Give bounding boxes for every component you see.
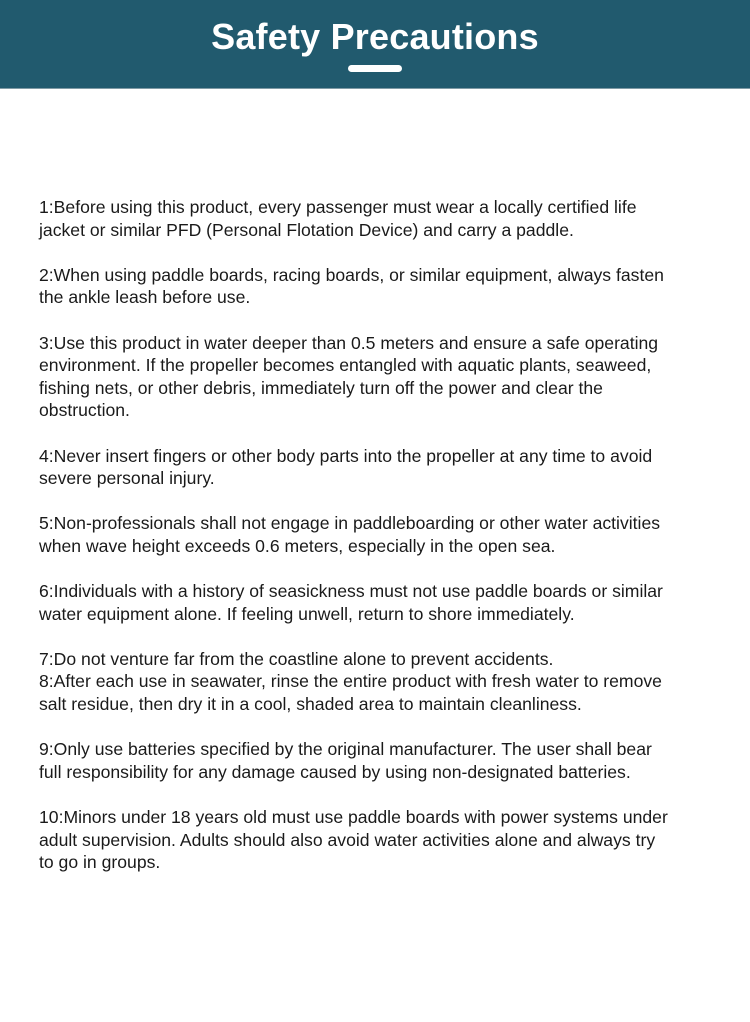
precaution-item-6: 6:Individuals with a history of seasickness must not use paddle boards or similar water equipment alone. If feeling unwell, return to shore immediately. xyxy=(39,581,663,624)
page-title: Safety Precautions xyxy=(211,16,539,57)
precaution-item-3: 3:Use this product in water deeper than 0.5 meters and ensure a safe operating environment. If the propeller becomes entangled with aquatic plants, seaweed, fishing nets, or other debris, immediately turn off the power and clear the obstruction. xyxy=(39,332,659,421)
title-underline xyxy=(348,65,402,72)
precaution-item-7: 7:Do not venture far from the coastline alone to prevent accidents. xyxy=(39,648,554,669)
precaution-item-5: 5:Non-professionals shall not engage in paddleboarding or other water activities when wave height exceeds 0.6 meters, especially in the open sea. xyxy=(39,513,661,556)
precaution-item-4: 4:Never insert fingers or other body parts into the propeller at any time to avoid severe personal injury. xyxy=(39,445,653,489)
precaution-item-10: 10:Minors under 18 years old must use paddle boards with power systems under adult supervision. Adults should also avoid water activities alone and always try to go in groups. xyxy=(39,807,668,873)
precautions-list xyxy=(39,196,723,896)
header-banner xyxy=(0,0,750,89)
precaution-item-9: 9:Only use batteries specified by the original manufacturer. The user shall bear full responsibility for any damage caused by using non-designated batteries. xyxy=(39,739,652,782)
precaution-item-1: 1:Before using this product, every passenger must wear a locally certified life jacket or similar PFD (Personal Flotation Device) and carry a paddle. xyxy=(39,197,637,240)
precaution-item-8: 8:After each use in seawater, rinse the entire product with fresh water to remove salt residue, then dry it in a cool, shaded area to maintain cleanliness. xyxy=(39,671,662,715)
precaution-item-2: 2:When using paddle boards, racing boards, or similar equipment, always fasten the ankle leash before use. xyxy=(39,264,664,308)
